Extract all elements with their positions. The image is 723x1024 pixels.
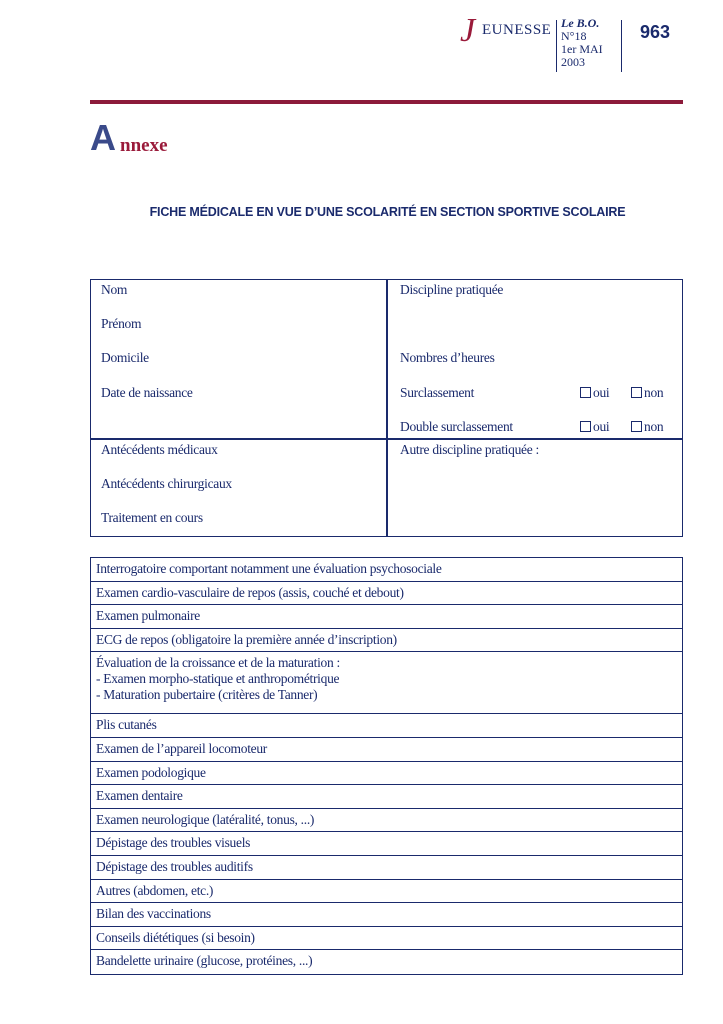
surclassement-non[interactable]: non bbox=[631, 385, 663, 401]
field-prenom: Prénom bbox=[101, 316, 142, 331]
checkbox[interactable] bbox=[580, 387, 591, 398]
table-row: Examen cardio-vasculaire de repos (assis, couché et debout) bbox=[91, 582, 682, 606]
field-nombres-heures: Nombres d’heures bbox=[400, 350, 495, 365]
field-antecedents-chirurgicaux: Antécédents chirurgicaux bbox=[101, 476, 232, 491]
table-row: Examen neurologique (latéralité, tonus, ...) bbox=[91, 809, 682, 833]
column-divider bbox=[386, 280, 388, 536]
field-antecedents-medicaux: Antécédents médicaux bbox=[101, 442, 218, 457]
issue-info bbox=[561, 17, 621, 69]
table-row: Autres (abdomen, etc.) bbox=[91, 880, 682, 904]
annexe-initial: A bbox=[90, 117, 116, 158]
issue-year: 2003 bbox=[561, 55, 585, 69]
table-row: Bilan des vaccinations bbox=[91, 903, 682, 927]
row-divider bbox=[91, 438, 682, 440]
row-line: - Maturation pubertaire (critères de Tanner) bbox=[96, 687, 318, 703]
field-autre-discipline: Autre discipline pratiquée : bbox=[400, 442, 539, 457]
field-date-naissance: Date de naissance bbox=[101, 385, 193, 400]
form-title: FICHE MÉDICALE EN VUE D’UNE SCOLARITÉ EN SECTION SPORTIVE SCOLAIRE bbox=[149, 205, 626, 219]
field-domicile: Domicile bbox=[101, 350, 149, 365]
identity-box bbox=[90, 279, 683, 537]
issue-number: N°18 bbox=[561, 29, 587, 43]
page-number: 963 bbox=[640, 22, 671, 42]
header-divider-2 bbox=[621, 20, 622, 72]
field-double-surclassement: Double surclassement bbox=[400, 419, 513, 434]
brand-name: EUNESSE bbox=[482, 22, 552, 38]
table-row: Dépistage des troubles auditifs bbox=[91, 856, 682, 880]
table-row: Examen podologique bbox=[91, 762, 682, 786]
table-row: Bandelette urinaire (glucose, protéines, ...) bbox=[96, 953, 313, 969]
double-surclassement-oui[interactable]: oui bbox=[580, 419, 609, 435]
checkbox[interactable] bbox=[631, 421, 642, 432]
checkbox[interactable] bbox=[580, 421, 591, 432]
surclassement-oui[interactable]: oui bbox=[580, 385, 609, 401]
header-rule bbox=[90, 100, 683, 104]
field-surclassement: Surclassement bbox=[400, 385, 475, 400]
row-line: - Examen morpho-statique et anthropométrique bbox=[96, 671, 340, 687]
brand-initial: J bbox=[460, 12, 476, 49]
table-row: Conseils diététiques (si besoin) bbox=[91, 927, 682, 951]
field-discipline: Discipline pratiquée bbox=[400, 282, 504, 297]
field-traitement: Traitement en cours bbox=[101, 510, 203, 525]
row-line: Évaluation de la croissance et de la maturation : bbox=[96, 655, 340, 671]
checkbox[interactable] bbox=[631, 387, 642, 398]
table-row: Examen pulmonaire bbox=[91, 605, 682, 629]
exam-table bbox=[90, 557, 683, 975]
table-row: Interrogatoire comportant notamment une évaluation psychosociale bbox=[91, 558, 682, 582]
table-row: Plis cutanés bbox=[91, 714, 682, 738]
table-row bbox=[91, 652, 682, 714]
double-surclassement-non[interactable]: non bbox=[631, 419, 663, 435]
annexe-heading: nnexe bbox=[120, 135, 168, 156]
table-row: Examen dentaire bbox=[91, 785, 682, 809]
table-row: ECG de repos (obligatoire la première année d’inscription) bbox=[91, 629, 682, 653]
issue-day: 1er MAI bbox=[561, 42, 603, 56]
table-row: Examen de l’appareil locomoteur bbox=[91, 738, 682, 762]
header-divider bbox=[556, 20, 557, 72]
table-row: Dépistage des troubles visuels bbox=[91, 832, 682, 856]
bo-logo: Le B.O. bbox=[561, 16, 600, 30]
field-nom: Nom bbox=[101, 282, 128, 297]
